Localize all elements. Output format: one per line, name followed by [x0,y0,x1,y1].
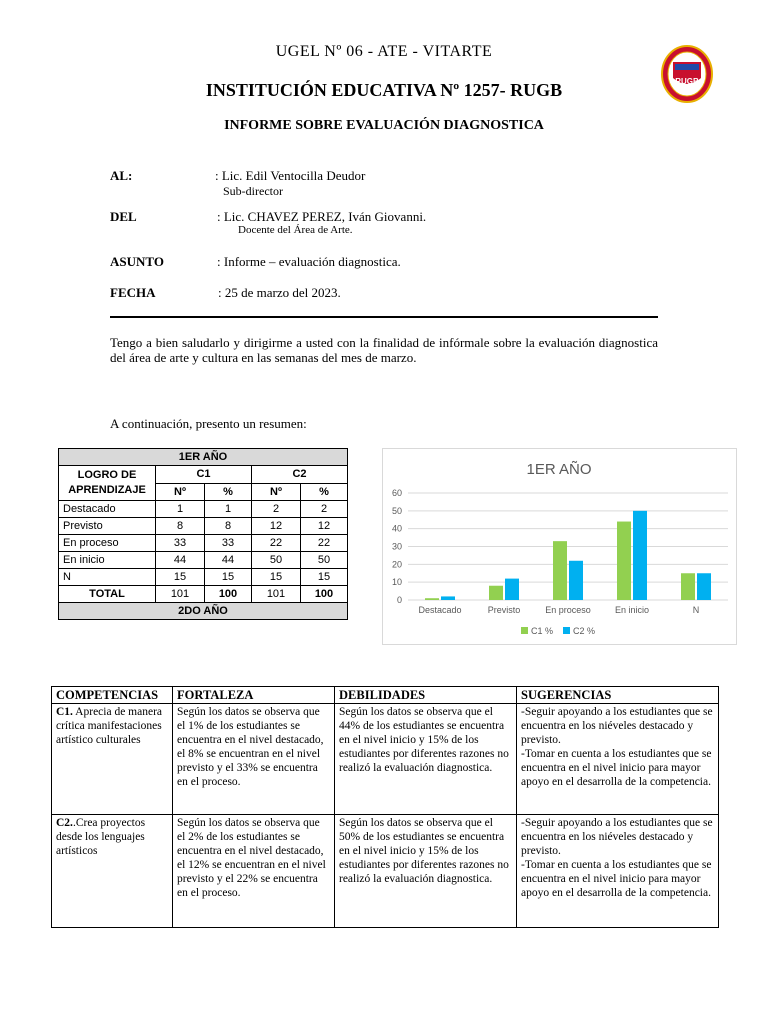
sugerencias-cell [517,704,719,815]
y-tick-label: 10 [391,577,402,588]
divider-rule [110,316,658,318]
table-footer-2do: 2DO AÑO [59,603,348,620]
bar-c2 [505,579,519,600]
suggestion-2: -Tomar en cuenta a los estudiantes que se encuentra en el nivel inicio para mayor apoyo en el desarrolla de la competencia. [521,859,712,899]
intro-paragraph: Tengo a bien saludarlo y dirigirme a usted con la finalidad de infórmale sobre la evaluación diagnostica del área de arte y cultura en las semanas del mes de marzo. [110,335,658,365]
c1-pct-header: % [205,483,252,501]
legend-label: C1 % [531,626,554,636]
row-label: En proceso [59,535,156,552]
cell: 15 [156,569,205,586]
cell: 101 [156,586,205,603]
cell: 33 [156,535,205,552]
cell: 12 [252,518,301,535]
total-row [59,586,348,603]
debilidades-cell: Según los datos se observa que el 50% de los estudiantes se encuentra en el nivel inicio y 15% de los estudiantes por diferentes razones no realizó la evaluación diagnostica. [335,815,517,928]
c2-header: C2 [252,466,348,484]
fecha-value: : 25 de marzo del 2023. [218,285,341,300]
table-row [52,815,719,928]
cell: 22 [252,535,301,552]
bar-c2 [569,561,583,600]
cell: 8 [205,518,252,535]
row-label: N [59,569,156,586]
bar-chart-svg [383,449,736,644]
x-tick-label: En inicio [614,605,650,615]
bar-c1 [553,541,567,600]
table-row [59,552,348,569]
c1-header: C1 [156,466,252,484]
al-value: : Lic. Edil Ventocilla Deudor [215,168,366,183]
row-label: Previsto [59,518,156,535]
y-tick-label: 50 [391,505,402,516]
logo-text: RUGB [675,77,699,86]
report-title: INFORME SOBRE EVALUACIÓN DIAGNOSTICA [224,118,544,133]
table-row [59,518,348,535]
competency-code: C1. [56,706,73,718]
row-label: Destacado [59,501,156,518]
legend-swatch [563,627,570,634]
asunto-label: ASUNTO [110,254,164,269]
competency-name: .Crea proyectos desde los lenguajes artísticos [56,817,146,857]
del-role: Docente del Área de Arte. [238,224,353,236]
cell: 50 [252,552,301,569]
logro-header: LOGRO DE APRENDIZAJE [59,466,156,501]
fortaleza-cell: Según los datos se observa que el 2% de los estudiantes se encuentra en el nivel destacado, el 12% se encuentran en el nivel previsto y el 22% se encuentra en el proceso. [173,815,335,928]
cell: 44 [156,552,205,569]
y-tick-label: 60 [391,488,402,498]
summary-intro: A continuación, presento un resumen: [110,416,307,431]
cell: 101 [252,586,301,603]
institution-title: INSTITUCIÓN EDUCATIVA Nº 1257- RUGB [205,80,563,100]
y-tick-label: 20 [391,559,402,570]
col-header-debilidades: DEBILIDADES [335,687,517,704]
cell: 1 [156,501,205,518]
table-row [59,535,348,552]
cell: 44 [205,552,252,569]
cell: 33 [205,535,252,552]
ugel-heading: UGEL Nº 06 - ATE - VITARTE [275,43,493,60]
x-tick-label: Previsto [487,605,521,615]
suggestion-2: -Tomar en cuenta a los estudiantes que se encuentra en el nivel inicio para mayor apoyo en el desarrolla de la competencia. [521,748,712,788]
asunto-value: : Informe – evaluación diagnostica. [217,254,401,269]
cell: 50 [301,552,348,569]
cell: 22 [301,535,348,552]
chart-title: 1ER AÑO [526,461,592,478]
y-tick-label: 0 [396,595,402,605]
total-label: TOTAL [59,586,156,603]
y-tick-label: 40 [391,523,402,534]
cell: 12 [301,518,348,535]
table-row [59,569,348,586]
bar-c1 [425,598,439,600]
competency-name: Aprecia de manera crítica manifestaciones artístico culturales [56,706,163,746]
table-title: 1ER AÑO [59,449,348,466]
fortaleza-cell: Según los datos se observa que el 1% de los estudiantes se encuentra en el nivel destacado, el 8% se encuentran en el nivel previsto y el 33% se encuentra en el proceso. [173,704,335,815]
col-header-fortaleza: FORTALEZA [173,687,335,704]
cell: 100 [205,586,252,603]
debilidades-cell: Según los datos se observa que el 44% de los estudiantes se encuentra en el nivel inicio y 15% de los estudiantes por diferentes razones no realizó la evaluación diagnostica. [335,704,517,815]
row-label: En inicio [59,552,156,569]
competency-code: C2. [56,817,73,829]
al-role: Sub-director [223,184,283,198]
legend-label: C2 % [573,626,596,636]
c2-n-header: Nº [252,483,301,501]
cell: 2 [252,501,301,518]
c2-pct-header: % [301,483,348,501]
bar-c1 [681,573,695,600]
cell: 8 [156,518,205,535]
suggestion-1: -Seguir apoyando a los estudiantes que se encuentra en los niéveles destacado y previsto. [521,817,713,857]
table-row [59,501,348,518]
col-header-sugerencias: SUGERENCIAS [517,687,719,704]
bar-c1 [489,586,503,600]
al-label: AL: [110,168,133,183]
cell: 100 [301,586,348,603]
bar-c2 [441,596,455,600]
cell: 15 [301,569,348,586]
competency-cell [52,704,173,815]
results-table [58,448,348,620]
cell: 2 [301,501,348,518]
suggestion-1: -Seguir apoyando a los estudiantes que se encuentra en los niéveles destacado y previsto. [521,706,713,746]
del-label: DEL [110,209,137,224]
bar-chart [382,448,737,645]
x-tick-label: Destacado [418,605,462,615]
x-tick-label: N [692,605,700,615]
bar-c1 [617,522,631,600]
school-crest-logo [660,44,714,104]
y-tick-label: 30 [391,541,402,552]
cell: 1 [205,501,252,518]
col-header-competencias: COMPETENCIAS [52,687,173,704]
competency-cell [52,815,173,928]
cell: 15 [205,569,252,586]
sugerencias-cell [517,815,719,928]
table-row [52,704,719,815]
bar-c2 [697,573,711,600]
legend-swatch [521,627,528,634]
c1-n-header: Nº [156,483,205,501]
fecha-label: FECHA [110,285,156,300]
competencies-table [51,686,719,928]
cell: 15 [252,569,301,586]
x-tick-label: En proceso [545,605,591,615]
bar-c2 [633,511,647,600]
del-value: : Lic. CHAVEZ PEREZ, Iván Giovanni. [217,209,427,224]
